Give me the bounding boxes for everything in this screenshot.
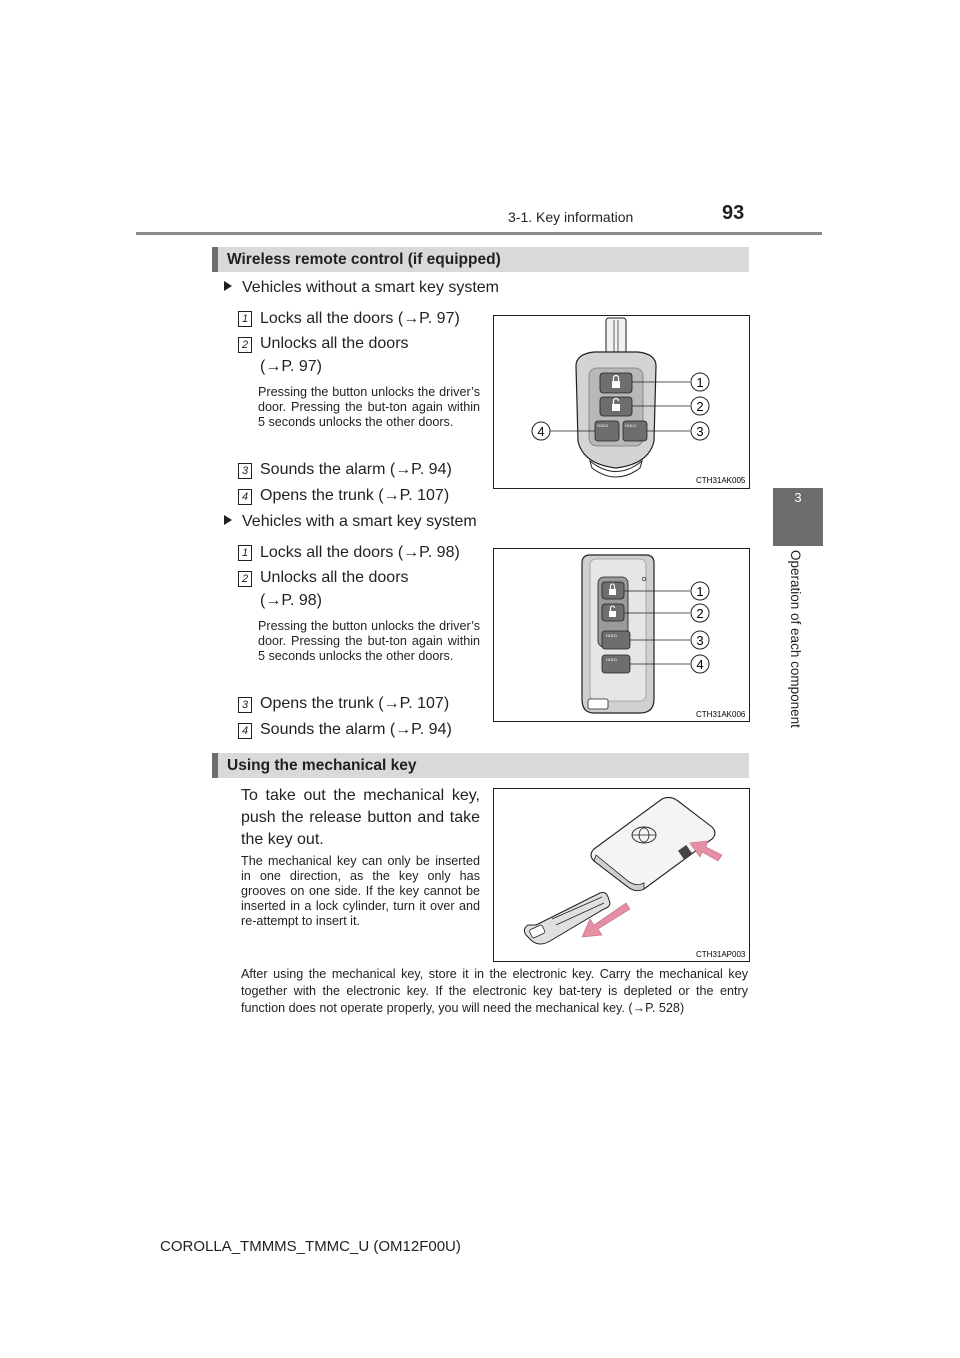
subheading-text: Vehicles with a smart key system [242, 513, 477, 530]
item-number: 2 [238, 571, 252, 587]
item-text: (→P. 97) [260, 358, 322, 375]
page-number: 93 [722, 202, 745, 224]
after-use-note: After using the mechanical key, store it in the electronic key. Carry the mechanical key together with the electronic key. If the electronic key bat-tery is depleted or the entry function does not operate properly, you will need the mechanical key. (→P. 528) [241, 967, 748, 1015]
note-text: Pressing the button unlocks the driver’s door. Pressing the but-ton again within 5 seconds unlocks the other doors. [258, 385, 480, 429]
item-text: Unlocks all the doors [260, 569, 409, 586]
callout-4: 4 [696, 657, 704, 672]
figure-smart-key [493, 548, 750, 722]
figure-key-remote [493, 315, 750, 489]
mechanical-note: The mechanical key can only be inserted in one direction, as the key only has grooves on one side. If the key cannot be inserted in a lock cylinder, turn it over and re-attempt to insert it. [241, 854, 480, 928]
key-remote-illustration [494, 316, 749, 488]
chapter-title: Operation of each component [788, 550, 803, 728]
hold-label: HOLD [606, 657, 618, 662]
item-number: 4 [238, 723, 252, 739]
hold-label: HOLD [625, 423, 637, 428]
item-number: 3 [238, 463, 252, 479]
callout-3: 3 [696, 633, 704, 648]
item-text: Sounds the alarm (→P. 94) [260, 461, 452, 478]
section-heading-wireless: Wireless remote control (if equipped) [212, 247, 749, 272]
figure-code: CTH31AK006 [696, 710, 746, 719]
item-number: 1 [238, 545, 252, 561]
hold-label: HOLD [606, 633, 618, 638]
item-text: (→P. 98) [260, 592, 322, 609]
callout-4: 4 [537, 424, 545, 439]
smart-key-illustration [494, 549, 749, 721]
item-text: Sounds the alarm (→P. 94) [260, 721, 452, 738]
item-number: 4 [238, 489, 252, 505]
callout-1: 1 [696, 375, 704, 390]
note-text: Pressing the button unlocks the driver’s door. Pressing the but-ton again within 5 seconds unlocks the other doors. [258, 619, 480, 663]
item-number: 1 [238, 311, 252, 327]
hold-label: HOLD [597, 423, 609, 428]
triangle-bullet-icon [224, 515, 232, 525]
item-text: Unlocks all the doors [260, 335, 409, 352]
item-number: 2 [238, 337, 252, 353]
section-title: 3-1. Key information [508, 209, 634, 225]
item-number: 3 [238, 697, 252, 713]
callout-3: 3 [696, 424, 704, 439]
item-text: Locks all the doors (→P. 97) [260, 310, 460, 327]
footer-model-code: COROLLA_TMMMS_TMMC_U (OM12F00U) [160, 1238, 461, 1255]
section-heading-mechanical: Using the mechanical key [212, 753, 749, 778]
triangle-bullet-icon [224, 281, 232, 291]
subheading-text: Vehicles without a smart key system [242, 279, 499, 296]
chapter-number: 3 [794, 490, 802, 505]
figure-code: CTH31AP003 [696, 950, 746, 959]
mechanical-body: To take out the mechanical key, push the release button and take the key out. [241, 787, 480, 848]
item-text: Locks all the doors (→P. 98) [260, 544, 460, 561]
callout-2: 2 [696, 606, 704, 621]
item-text: Opens the trunk (→P. 107) [260, 695, 450, 712]
subheading-without-smart [224, 279, 499, 297]
subheading-with-smart [224, 513, 477, 531]
mechanical-key-illustration [494, 789, 749, 961]
callout-2: 2 [696, 399, 704, 414]
item-text: Opens the trunk (→P. 107) [260, 487, 450, 504]
callout-1: 1 [696, 584, 704, 599]
figure-mechanical-key [493, 788, 750, 962]
header-divider [136, 232, 822, 235]
figure-code: CTH31AK005 [696, 476, 746, 485]
